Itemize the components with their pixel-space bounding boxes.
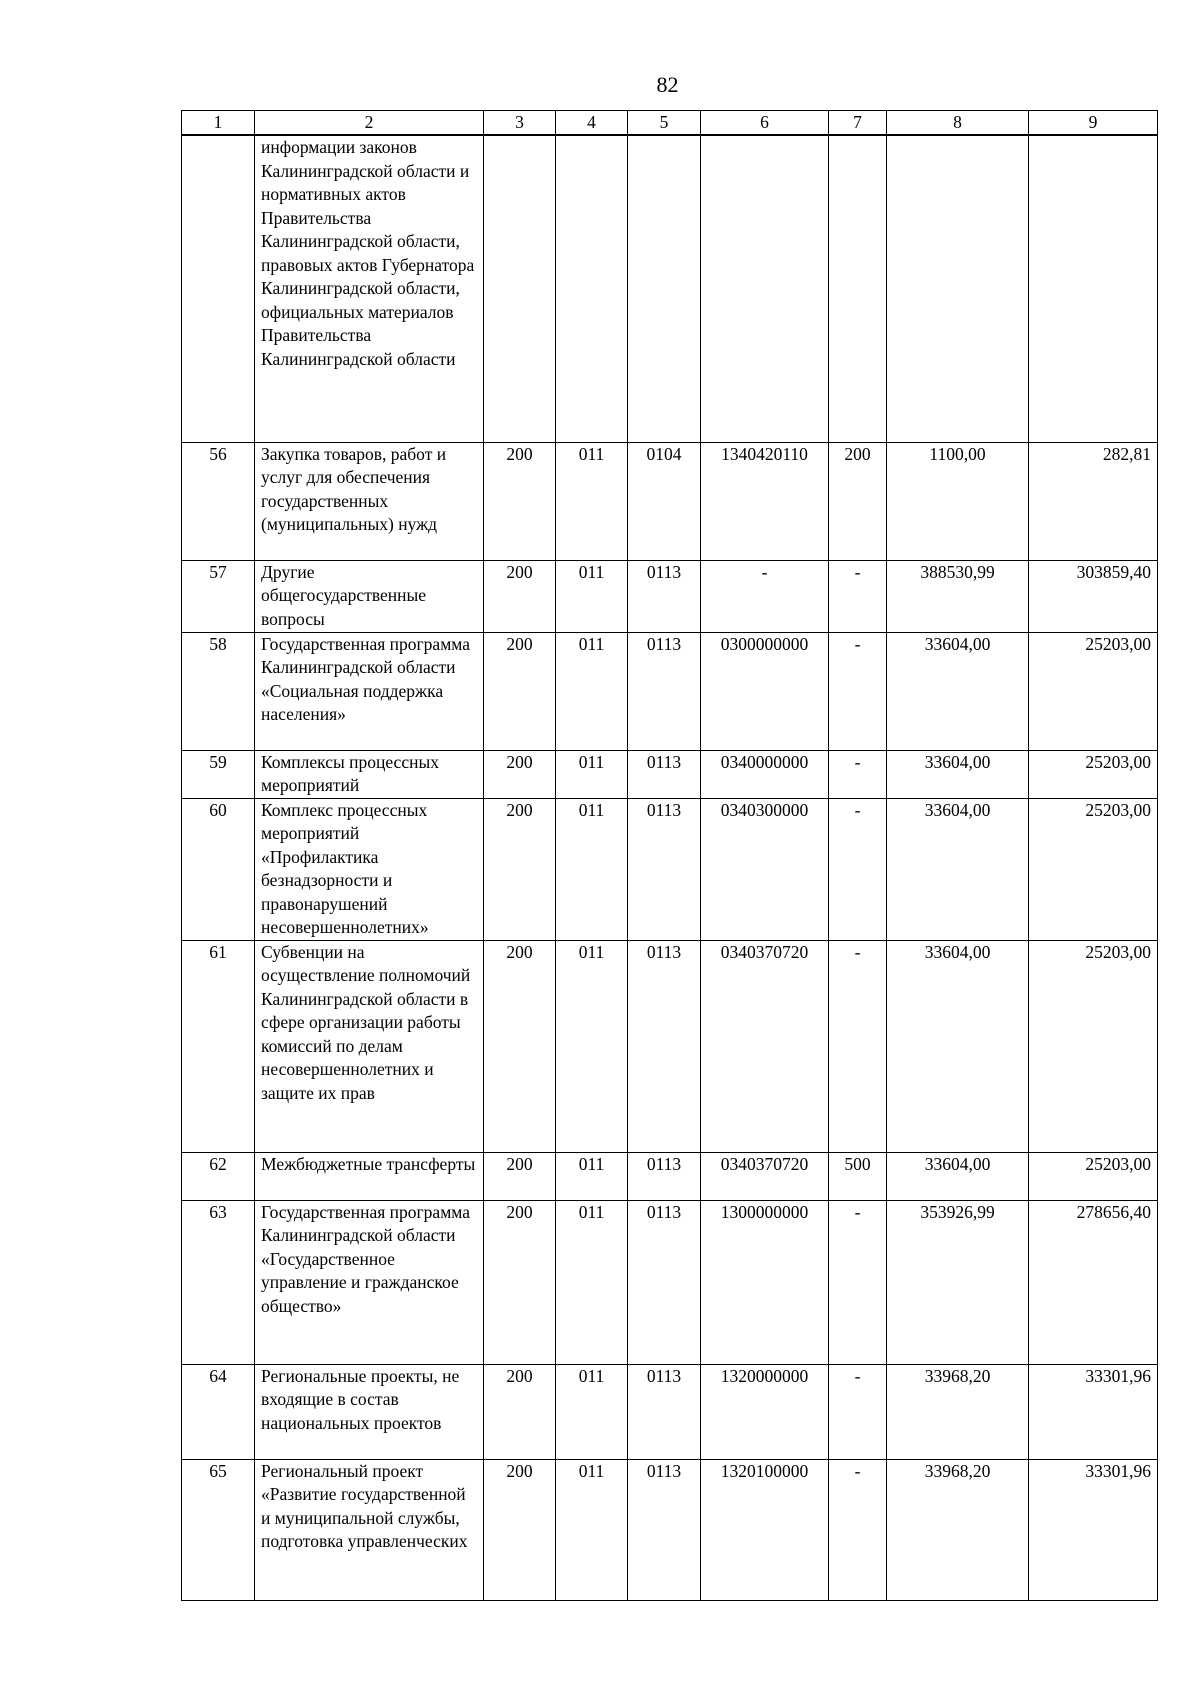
cell-col5: 0113 (628, 560, 701, 632)
cell-col9: 33301,96 (1029, 1364, 1158, 1459)
column-header: 5 (628, 111, 701, 136)
row-number: 62 (182, 1152, 255, 1200)
cell-col4: 011 (556, 1200, 628, 1364)
column-header: 6 (701, 111, 829, 136)
table-row (182, 442, 1158, 560)
cell-col6: 0340370720 (701, 940, 829, 1152)
budget-table (181, 110, 1158, 1601)
table-row (182, 1364, 1158, 1459)
cell-col8: 33968,20 (887, 1459, 1029, 1600)
table-row (182, 1459, 1158, 1600)
cell-col3: 200 (484, 798, 556, 940)
cell-col9: 25203,00 (1029, 940, 1158, 1152)
cell-col3: 200 (484, 750, 556, 798)
cell-col5: 0104 (628, 442, 701, 560)
cell-col7 (829, 135, 887, 442)
item-name: Другие общегосударственные вопросы (255, 560, 484, 632)
cell-col5: 0113 (628, 940, 701, 1152)
cell-col8: 33604,00 (887, 940, 1029, 1152)
column-header: 4 (556, 111, 628, 136)
cell-col4: 011 (556, 750, 628, 798)
cell-col5: 0113 (628, 632, 701, 750)
cell-col6: 1300000000 (701, 1200, 829, 1364)
cell-col8: 388530,99 (887, 560, 1029, 632)
cell-col7: - (829, 940, 887, 1152)
cell-col4: 011 (556, 1459, 628, 1600)
column-header: 8 (887, 111, 1029, 136)
cell-col7: - (829, 798, 887, 940)
cell-col5: 0113 (628, 1152, 701, 1200)
cell-col8: 33604,00 (887, 798, 1029, 940)
cell-col6 (701, 135, 829, 442)
cell-col7: - (829, 750, 887, 798)
cell-col6: 1340420110 (701, 442, 829, 560)
cell-col6: - (701, 560, 829, 632)
cell-col6: 0340300000 (701, 798, 829, 940)
cell-col9: 282,81 (1029, 442, 1158, 560)
cell-col4: 011 (556, 940, 628, 1152)
cell-col4: 011 (556, 442, 628, 560)
table-row (182, 560, 1158, 632)
cell-col9: 25203,00 (1029, 632, 1158, 750)
table-row (182, 750, 1158, 798)
cell-col5 (628, 135, 701, 442)
cell-col3: 200 (484, 1459, 556, 1600)
cell-col9 (1029, 135, 1158, 442)
row-number: 56 (182, 442, 255, 560)
cell-col5: 0113 (628, 1364, 701, 1459)
cell-col9: 303859,40 (1029, 560, 1158, 632)
cell-col7: 500 (829, 1152, 887, 1200)
item-name: Региональные проекты, не входящие в состав национальных проектов (255, 1364, 484, 1459)
item-name: Комплекс процессных мероприятий «Профилактика безнадзорности и правонарушений несовершеннолетних» (255, 798, 484, 940)
cell-col3: 200 (484, 632, 556, 750)
column-header: 2 (255, 111, 484, 136)
table-row (182, 135, 1158, 442)
table-row (182, 798, 1158, 940)
row-number: 63 (182, 1200, 255, 1364)
item-name: информации законов Калининградской области и нормативных актов Правительства Калининградской области, правовых актов Губернатора Калининградской области, официальных материалов Правительства Калининградской области (255, 135, 484, 442)
row-number: 64 (182, 1364, 255, 1459)
cell-col3 (484, 135, 556, 442)
cell-col8 (887, 135, 1029, 442)
cell-col5: 0113 (628, 1200, 701, 1364)
row-number: 58 (182, 632, 255, 750)
page-number: 82 (656, 72, 679, 97)
cell-col4: 011 (556, 560, 628, 632)
item-name: Комплексы процессных мероприятий (255, 750, 484, 798)
cell-col4: 011 (556, 798, 628, 940)
item-name: Закупка товаров, работ и услуг для обеспечения государственных (муниципальных) нужд (255, 442, 484, 560)
cell-col7: - (829, 560, 887, 632)
cell-col7: - (829, 1459, 887, 1600)
cell-col8: 353926,99 (887, 1200, 1029, 1364)
column-number-row (182, 111, 1158, 136)
item-name: Государственная программа Калининградской области «Социальная поддержка населения» (255, 632, 484, 750)
cell-col5: 0113 (628, 750, 701, 798)
item-name: Межбюджетные трансферты (255, 1152, 484, 1200)
cell-col8: 1100,00 (887, 442, 1029, 560)
cell-col3: 200 (484, 1200, 556, 1364)
cell-col6: 0340000000 (701, 750, 829, 798)
cell-col8: 33604,00 (887, 750, 1029, 798)
column-header: 3 (484, 111, 556, 136)
table-row (182, 940, 1158, 1152)
column-header: 9 (1029, 111, 1158, 136)
cell-col9: 278656,40 (1029, 1200, 1158, 1364)
cell-col9: 25203,00 (1029, 1152, 1158, 1200)
cell-col4 (556, 135, 628, 442)
cell-col3: 200 (484, 1152, 556, 1200)
cell-col8: 33604,00 (887, 1152, 1029, 1200)
item-name: Субвенции на осуществление полномочий Калининградской области в сфере организации работы комиссий по делам несовершеннолетних и защите их прав (255, 940, 484, 1152)
cell-col3: 200 (484, 560, 556, 632)
row-number: 57 (182, 560, 255, 632)
column-header: 7 (829, 111, 887, 136)
cell-col4: 011 (556, 1152, 628, 1200)
row-number (182, 135, 255, 442)
cell-col5: 0113 (628, 1459, 701, 1600)
table-row (182, 1152, 1158, 1200)
cell-col7: - (829, 632, 887, 750)
cell-col3: 200 (484, 1364, 556, 1459)
cell-col6: 1320000000 (701, 1364, 829, 1459)
cell-col7: - (829, 1200, 887, 1364)
cell-col5: 0113 (628, 798, 701, 940)
row-number: 59 (182, 750, 255, 798)
item-name: Государственная программа Калининградской области «Государственное управление и гражданское общество» (255, 1200, 484, 1364)
cell-col4: 011 (556, 1364, 628, 1459)
column-header: 1 (182, 111, 255, 136)
cell-col7: 200 (829, 442, 887, 560)
cell-col8: 33604,00 (887, 632, 1029, 750)
cell-col6: 0300000000 (701, 632, 829, 750)
row-number: 65 (182, 1459, 255, 1600)
cell-col9: 25203,00 (1029, 798, 1158, 940)
cell-col8: 33968,20 (887, 1364, 1029, 1459)
cell-col7: - (829, 1364, 887, 1459)
table-row (182, 1200, 1158, 1364)
cell-col9: 33301,96 (1029, 1459, 1158, 1600)
row-number: 60 (182, 798, 255, 940)
item-name: Региональный проект «Развитие государственной и муниципальной службы, подготовка управленческих (255, 1459, 484, 1600)
cell-col9: 25203,00 (1029, 750, 1158, 798)
cell-col6: 0340370720 (701, 1152, 829, 1200)
cell-col6: 1320100000 (701, 1459, 829, 1600)
table-row (182, 632, 1158, 750)
row-number: 61 (182, 940, 255, 1152)
cell-col3: 200 (484, 940, 556, 1152)
cell-col4: 011 (556, 632, 628, 750)
cell-col3: 200 (484, 442, 556, 560)
